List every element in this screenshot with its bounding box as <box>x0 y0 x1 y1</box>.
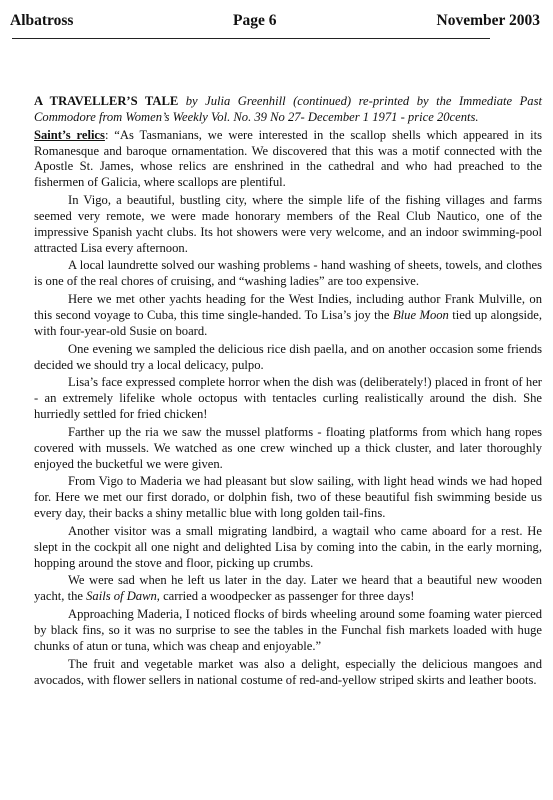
article-body <box>34 94 542 690</box>
article-byline: by Julia Greenhill (continued) re-printed by the Immediate Past Commodore from Women’s Weekly Vol. No. 39 No 27- December 1 1971 - price 20cents. <box>34 94 542 124</box>
paragraph-4-text-a: Here we met other yachts heading for the West Indies, including author Frank Mulville, on this second voyage to Cuba, this time single-handed. To Lisa’s joy the <box>34 292 542 322</box>
paragraph-1 <box>34 128 542 191</box>
article-heading <box>34 94 542 126</box>
paragraph-10-text-a: We were sad when he left us later in the day. Later we heard that a beautiful new wooden yacht, the <box>34 573 542 604</box>
article-title: A TRAVELLER’S TALE <box>34 94 179 108</box>
paragraph-3: A local laundrette solved our washing problems - hand washing of sheets, towels, and clothes is one of the real chores of cruising, and “washing ladies” are too expensive. <box>34 258 542 289</box>
paragraph-9: Another visitor was a small migrating landbird, a wagtail who came aboard for a rest. He slept in the cockpit all one night and delighted Lisa by coming into the cabin, in the early morning, hopping around the stove and floor, picking up crumbs. <box>34 523 542 570</box>
paragraph-10 <box>34 573 542 605</box>
paragraph-11: Approaching Maderia, I noticed flocks of birds wheeling around some foaming water pierced by black fins, so it was no surprise to see the tables in the Funchal fish markets loaded with huge chunks of atun or tuna, which was cheap and enjoyable.” <box>34 607 542 653</box>
paragraph-7: Farther up the ria we saw the mussel platforms - floating platforms from which hang ropes covered with mussels. We watched as one crew winched up a thick cluster, and later thoroughly enjoyed the bucketful we were given. <box>34 424 542 471</box>
page-header <box>10 10 540 32</box>
header-rule <box>12 38 490 39</box>
boat-name-sails-of-dawn: Sails of Dawn <box>86 589 157 604</box>
paragraph-6: Lisa’s face expressed complete horror when the dish was (deliberately!) placed in front of her - an extremely lifelike whole octopus with tentacles curling realistically around the dish. She hurriedly settled for fried chicken! <box>34 375 542 422</box>
paragraph-5: One evening we sampled the delicious rice dish paella, and on another occasion some friends decided we should try a local delicacy, pulpo. <box>34 341 542 372</box>
paragraph-2: In Vigo, a beautiful, bustling city, where the simple life of the fishing villages and farms seemed very remote, we were made honorary members of the Real Club Nautico, one of the impressive Spanish yacht clubs. Its hot showers were very welcome, and an indoor swimming-pool attracted Lisa every afternoon. <box>34 193 542 255</box>
paragraph-4 <box>34 292 542 340</box>
publication-name: Albatross <box>10 12 74 29</box>
paragraph-1-text: : “As Tasmanians, we were interested in the scallop shells which appeared in its Romanesque and baroque ornamentation. We discovered that this was a motif connected with the Apostle St. James, whose relics are enshrined in the cathedral and who had preached to the fishermen of Galicia, where scallops are plentiful. <box>34 127 542 190</box>
issue-date: November 2003 <box>436 12 540 29</box>
paragraph-8: From Vigo to Maderia we had pleasant but slow sailing, with light head winds we had hoped for. Here we met our first dorado, or dolphin fish, two of these beautiful fish swimming beside us every day, their backs a shiny metallic blue with long golden tail-fins. <box>34 474 542 521</box>
page-number: Page 6 <box>233 12 277 29</box>
section-lead: Saint’s relics <box>34 127 105 142</box>
paragraph-12: The fruit and vegetable market was also a delight, especially the delicious mangoes and avocados, with flower sellers in national costume of red-and-yellow striped skirts and leather boots. <box>34 656 542 687</box>
boat-name-blue-moon: Blue Moon <box>392 307 449 322</box>
paragraph-4-text-b: tied up alongside, with four-year-old Susie on board. <box>34 307 543 338</box>
paragraph-10-text-b: , carried a woodpecker as passenger for three days! <box>156 589 415 604</box>
